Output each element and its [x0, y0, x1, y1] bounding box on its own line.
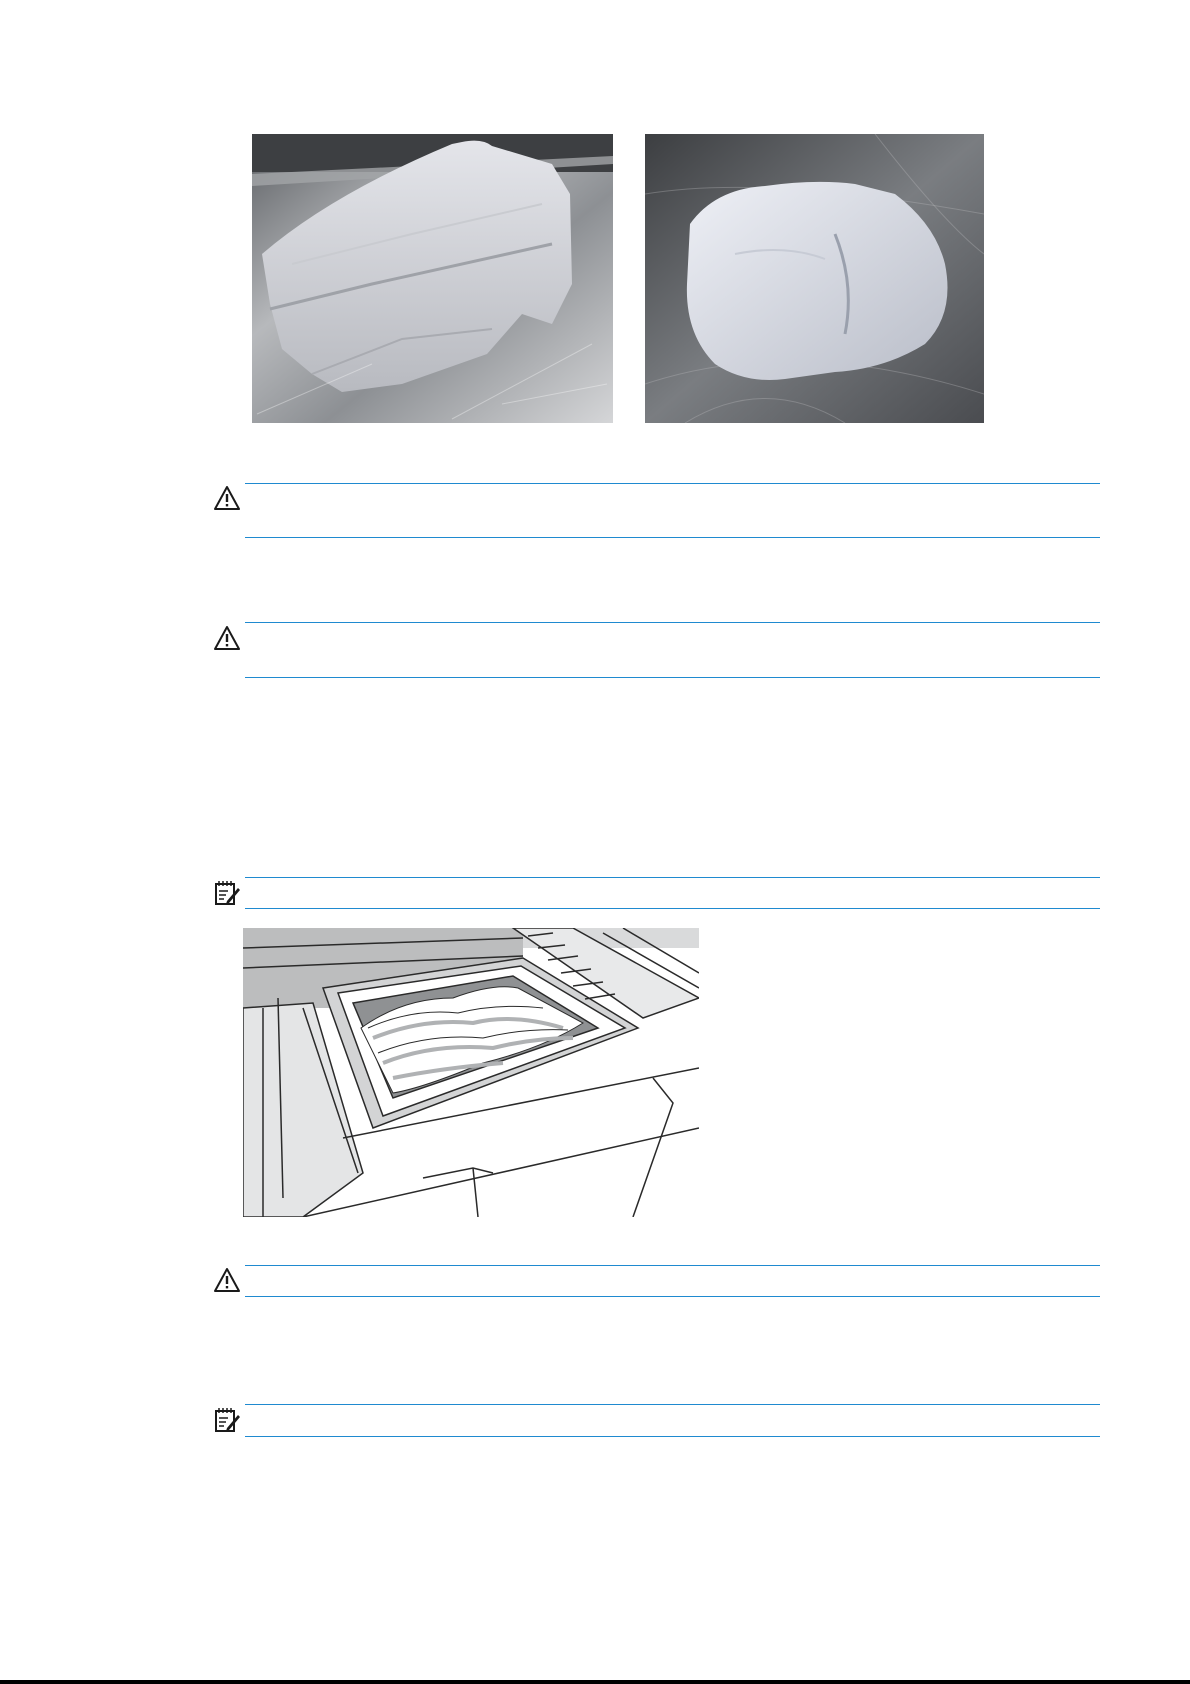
notice-rule-bottom: [245, 1296, 1100, 1297]
note-pad-icon: [213, 1407, 241, 1433]
photo-powder-block-right: [645, 134, 984, 423]
notice-rule-top: [245, 1265, 1100, 1266]
warning-triangle-icon: [213, 625, 241, 651]
page-bottom-bar: [0, 1680, 1190, 1684]
note-pad-icon: [213, 880, 241, 906]
photo-powder-block-left: [252, 134, 613, 423]
notice-rule-bottom: [245, 1436, 1100, 1437]
notice-rule-top: [245, 622, 1100, 623]
notice-rule-bottom: [245, 677, 1100, 678]
notice-rule-top: [245, 877, 1100, 878]
illustration-powder-in-build-unit: [243, 928, 699, 1217]
warning-triangle-icon: [213, 1267, 241, 1293]
warning-triangle-icon: [213, 485, 241, 511]
notice-rule-bottom: [245, 908, 1100, 909]
notice-rule-bottom: [245, 537, 1100, 538]
notice-rule-top: [245, 1404, 1100, 1405]
notice-rule-top: [245, 483, 1100, 484]
